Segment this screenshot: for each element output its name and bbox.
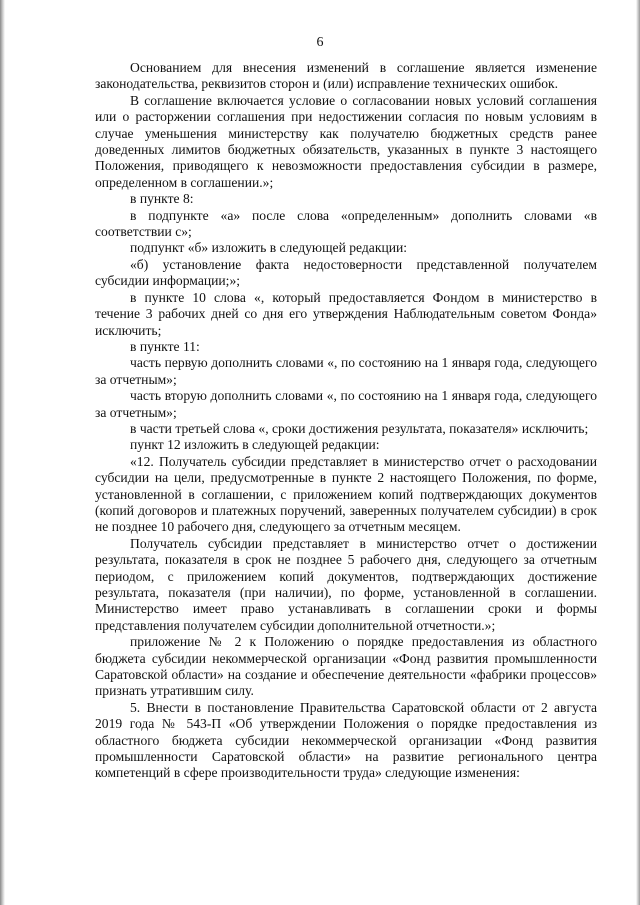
paragraph-result-report: Получатель субсидии представляет в министерство отчет о достижении результата, показателя в срок не позднее 5 рабочего дня, следующего за отчетным периодом, с приложением копий документов, подтверждающих достижение результата, показателя (при наличии), по форме, установленной в соглашении. Министерство имеет право устанавливать в соглашении сроки и формы представления получателем субсидии дополнительной отчетности.»; <box>95 535 597 633</box>
paragraph-agreement-condition: В соглашение включается условие о согласовании новых условий соглашения или о расторжении соглашения при недостижении согласия по новым условиям в случае уменьшения министерству как получателю бюджетных средств ранее доведенных лимитов бюджетных обязательств, указанных в пункте 3 настоящего Положения, приводящего к невозможности предоставления субсидии в размере, определенном в соглашении.»; <box>95 92 597 190</box>
page-number: 6 <box>316 35 324 50</box>
scan-edge-right <box>636 0 640 905</box>
paragraph-subpoint-b-text: «б) установление факта недостоверности представленной получателем субсидии информации;»; <box>95 256 597 289</box>
paragraph-part-one: часть первую дополнить словами «, по состоянию на 1 января года, следующего за отчетным»; <box>95 355 597 387</box>
paragraph-point-11: в пункте 11: <box>130 338 200 354</box>
paragraph-subpoint-a: в подпункте «а» после слова «определенным» дополнить словами «в соответствии с»; <box>95 207 597 240</box>
paragraph-point-8: в пункте 8: <box>130 191 194 207</box>
paragraph-part-two: часть вторую дополнить словами «, по состоянию на 1 января года, следующего за отчетным»; <box>95 388 597 420</box>
paragraph-point-10: в пункте 10 слова «, который предоставляется Фондом в министерство в течение 3 рабочих дней со дня его утверждения Наблюдательным советом Фонда» исключить; <box>95 289 597 338</box>
document-body <box>95 60 597 782</box>
paragraph-appendix-2: приложение № 2 к Положению о порядке предоставления из областного бюджета субсидии некоммерческой организации «Фонд развития промышленности Саратовской области» на создание и обеспечение деятельности «фабрики процессов» признать утратившим силу. <box>95 634 597 699</box>
paragraph-point-12-intro: пункт 12 изложить в следующей редакции: <box>130 437 380 453</box>
paragraph-point-12-text: «12. Получатель субсидии представляет в министерство отчет о расходовании субсидии на цели, предусмотренные в пункте 2 настоящего Положения, по форме, установленной в соглашении, с приложением копий подтверждающих документов (копий договоров и платежных поручений, заверенных получателем субсидии) в срок не позднее 10 рабочего дня, следующего за отчетным месяцем. <box>95 453 597 535</box>
scan-edge-left <box>0 0 5 905</box>
paragraph-part-three: в части третьей слова «, сроки достижения результата, показателя» исключить; <box>130 420 589 436</box>
paragraph-amendment-grounds: Основанием для внесения изменений в соглашение является изменение законодательства, реквизитов сторон и (или) исправление технических ошибок. <box>95 60 597 92</box>
paragraph-subpoint-b-intro: подпункт «б» изложить в следующей редакции: <box>130 240 408 256</box>
paragraph-section-5: 5. Внести в постановление Правительства Саратовской области от 2 августа 2019 года № 543-П «Об утверждении Положения о порядке предоставления из областного бюджета субсидии некоммерческой организации «Фонд развития промышленности Саратовской области» на развитие регионального центра компетенций в сфере производительности труда» следующие изменения: <box>95 699 597 781</box>
